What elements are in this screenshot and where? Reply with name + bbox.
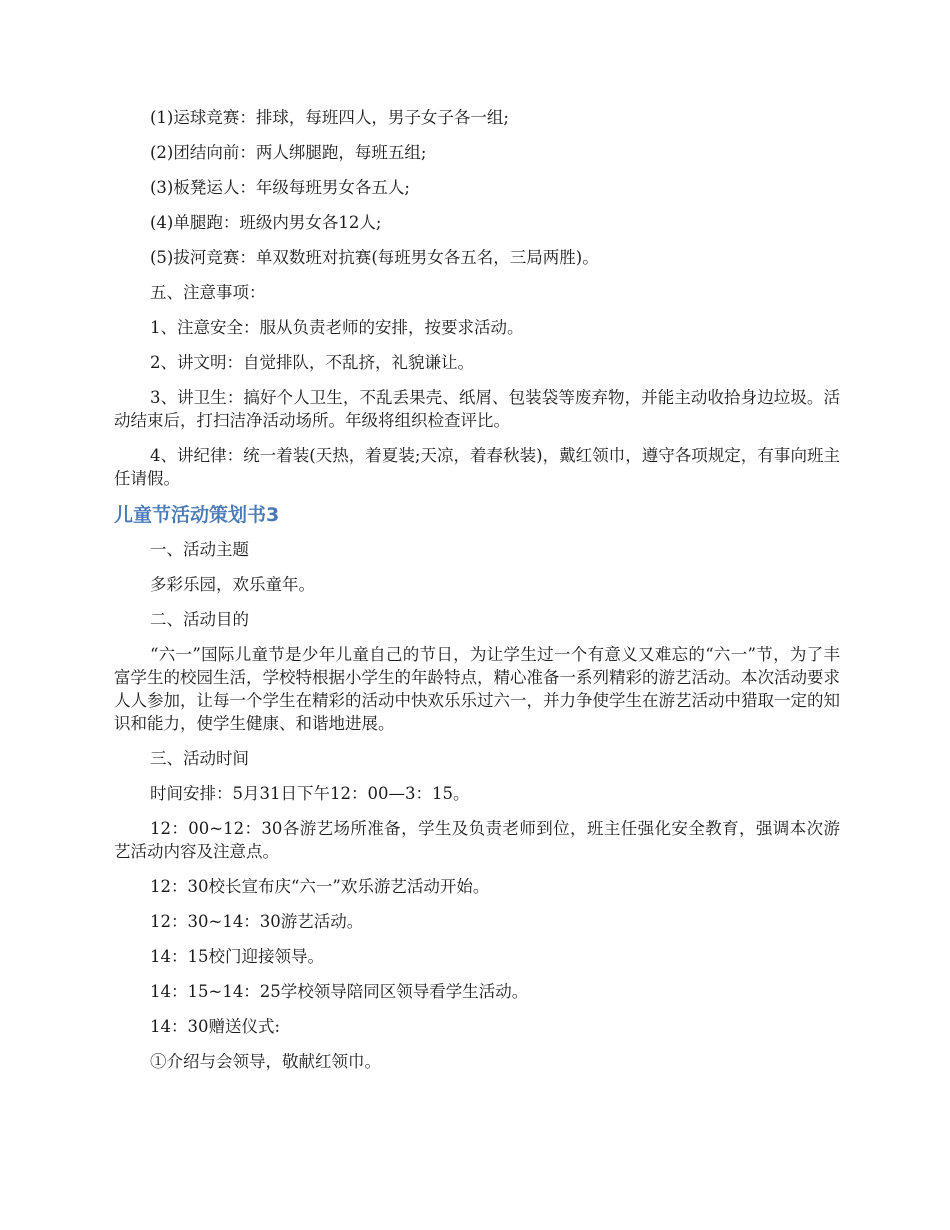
paragraph: 时间安排：5月31日下午12：00—3：15。: [150, 784, 470, 803]
document-body: [114, 106, 840, 1085]
paragraph: (5)拔河竞赛：单双数班对抗赛(每班男女各五名，三局两胜)。: [150, 248, 599, 267]
paragraph: ①介绍与会领导，敬献红领巾。: [150, 1052, 381, 1071]
paragraph: 12：30~14：30游艺活动。: [150, 912, 364, 931]
paragraph: 14：15~14：25学校领导陪同区领导看学生活动。: [150, 982, 529, 1001]
paragraph: (4)单腿跑：班级内男女各12人;: [150, 213, 382, 232]
paragraph: 3、讲卫生：搞好个人卫生，不乱丢果壳、纸屑、包装袋等废弃物，并能主动收拾身边垃圾。活动结束后，打扫洁净活动场所。年级将组织检查评比。: [114, 388, 840, 430]
paragraph: 三、活动时间: [150, 749, 249, 768]
paragraph: 4、讲纪律：统一着装(天热，着夏装;天凉，着春秋装)，戴红领巾，遵守各项规定，有事向班主任请假。: [114, 446, 840, 488]
paragraph: 14：30赠送仪式:: [150, 1017, 281, 1036]
paragraph: 多彩乐园，欢乐童年。: [150, 575, 315, 594]
section-heading: 儿童节活动策划书3: [114, 504, 280, 526]
paragraph: “六一”国际儿童节是少年儿童自己的节日，为让学生过一个有意义又难忘的“六一”节，为了丰富学生的校园生活，学校特根据小学生的年龄特点，精心准备一系列精彩的游艺活动。本次活动要求人人参加，让每一个学生在精彩的活动中快欢乐乐过六一，并力争使学生在游艺活动中猎取一定的知识和能力，使学生健康、和谐地进展。: [114, 645, 840, 733]
paragraph: 二、活动目的: [150, 610, 249, 629]
paragraph: 2、讲文明：自觉排队，不乱挤，礼貌谦让。: [150, 353, 474, 372]
paragraph: (1)运球竞赛：排球，每班四人，男子女子各一组;: [150, 108, 509, 127]
paragraph: (2)团结向前：两人绑腿跑，每班五组;: [150, 143, 427, 162]
paragraph: (3)板凳运人：年级每班男女各五人;: [150, 178, 410, 197]
paragraph: 五、注意事项：: [150, 283, 266, 302]
paragraph: 12：00~12：30各游艺场所准备，学生及负责老师到位，班主任强化安全教育，强调本次游艺活动内容及注意点。: [114, 819, 840, 861]
paragraph: 12：30校长宣布庆“六一”欢乐游艺活动开始。: [150, 877, 490, 896]
paragraph: 14：15校门迎接领导。: [150, 947, 324, 966]
paragraph: 一、活动主题: [150, 540, 249, 559]
paragraph: 1、注意安全：服从负责老师的安排，按要求活动。: [150, 318, 524, 337]
